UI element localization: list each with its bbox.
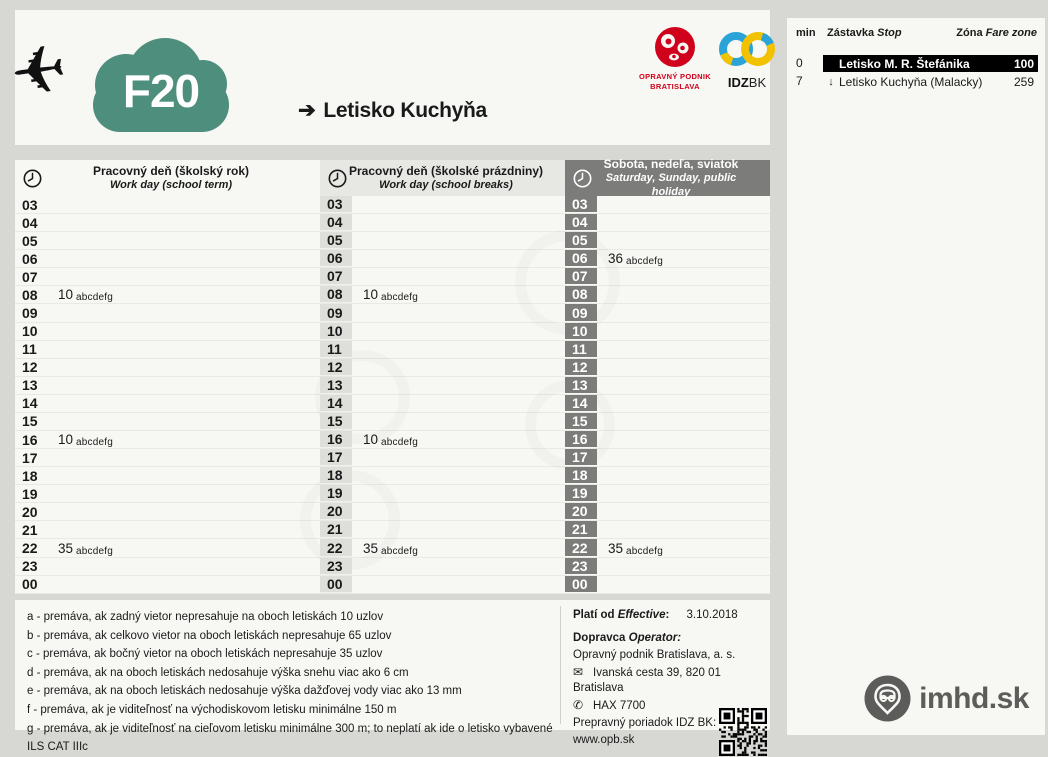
timetable-row: [320, 250, 565, 268]
stop-minute: 0: [796, 56, 803, 70]
timetable-row: [565, 503, 770, 521]
departure-notes: abcdefg: [76, 292, 114, 304]
departure-minute: 36: [608, 251, 624, 267]
hour-cell: 20: [565, 503, 597, 520]
minutes-cell: [47, 541, 320, 556]
timetable-column-school-term: [15, 160, 320, 594]
timetable-row: [565, 576, 770, 594]
hour-cell: 17: [320, 449, 352, 466]
footnote-line: b - premáva, ak celkovo vietor na oboch letiskách nepresahuje 65 uzlov: [27, 629, 392, 642]
timetable-row: [565, 323, 770, 341]
hour-cell: 23: [320, 558, 352, 575]
column-title-en: Saturday, Sunday, public holiday: [605, 171, 737, 198]
timetable-row: [15, 449, 320, 467]
colon: :: [677, 632, 682, 644]
operator-line: [573, 631, 765, 646]
page-title: [15, 98, 770, 123]
departure-notes: abcdefg: [381, 437, 419, 449]
timetable-row: [320, 395, 565, 413]
operator-logo-line2: BRATISLAVA: [650, 82, 700, 92]
envelope-icon: ✉: [573, 665, 584, 679]
hour-cell: 00: [320, 576, 352, 593]
idzbk-logo-text: [715, 75, 779, 90]
timetable-column-header: [565, 156, 770, 198]
timetable-row: [320, 539, 565, 557]
timetable-row: [15, 431, 320, 449]
hour-cell: 13: [565, 377, 597, 394]
min-header: min: [796, 27, 816, 39]
departure-minute: 10: [58, 432, 74, 448]
timetable-row: [565, 377, 770, 395]
hour-cell: 14: [22, 395, 38, 412]
timetable-row: [565, 341, 770, 359]
footnote-line: c - premáva, ak bočný vietor na oboch letiskách nepresahuje 35 uzlov: [27, 648, 383, 661]
hour-cell: 21: [22, 521, 38, 538]
stop-name: Letisko M. R. Štefánika: [839, 56, 970, 71]
idzbk-logo: [715, 30, 779, 90]
hour-cell: 16: [22, 431, 38, 448]
timetable-row: [15, 395, 320, 413]
hour-cell: 15: [22, 413, 38, 430]
company-name: Opravný podnik Bratislava, a. s.: [573, 649, 736, 661]
hour-cell: 17: [565, 449, 597, 466]
timetable-row: [320, 449, 565, 467]
hour-cell: 03: [320, 196, 352, 213]
stop-header: [827, 27, 902, 39]
column-title-en: Work day (school term): [109, 178, 233, 191]
timetable-row: [320, 485, 565, 503]
column-title: [42, 164, 314, 193]
fare-zone: 100: [1013, 56, 1034, 71]
timetable-row: [565, 413, 770, 431]
hour-cell: 05: [22, 232, 38, 249]
timetable-body: [320, 196, 565, 594]
hour-cell: 08: [320, 286, 352, 303]
timetable-row: [565, 268, 770, 286]
stop-header-en: Stop: [877, 27, 902, 39]
qr-code: [719, 708, 767, 756]
phone-icon: ✆: [573, 698, 584, 712]
timetable-column-header: [15, 160, 320, 196]
timetable-row: [320, 359, 565, 377]
minutes-cell: [47, 287, 320, 302]
schedule-line: Prepravný poriadok IDZ BK:: [573, 717, 717, 729]
operator-logo: [635, 26, 715, 92]
departure-notes: abcdefg: [626, 545, 664, 557]
timetable-row: [320, 232, 565, 250]
timetable: [15, 156, 770, 594]
hour-cell: 10: [22, 323, 38, 340]
imhd-logo-icon: [864, 675, 911, 722]
timetable-row: [565, 359, 770, 377]
timetable-row: [15, 341, 320, 359]
hour-cell: 03: [22, 196, 38, 213]
hour-cell: 20: [22, 503, 38, 520]
airplane-icon: ✈: [6, 30, 72, 112]
minutes-cell: [597, 251, 770, 266]
hour-cell: 14: [320, 395, 352, 412]
hour-cell: 19: [565, 485, 597, 502]
hour-cell: 23: [565, 558, 597, 575]
timetable-row: [15, 196, 320, 214]
hour-cell: 17: [22, 449, 38, 466]
departure-minute: 35: [363, 540, 379, 556]
column-title-en: Work day (school breaks): [379, 178, 513, 191]
hour-cell: 09: [22, 305, 38, 321]
header-panel: [6, 10, 770, 145]
hour-cell: 03: [565, 196, 597, 213]
hour-cell: 23: [22, 558, 38, 575]
timetable-row: [565, 431, 770, 449]
minutes-cell: [47, 432, 320, 447]
column-title-sk: Pracovný deň (školské prázdniny): [348, 163, 544, 178]
address-text: Ivanská cesta 39, 820 01 Bratislava: [573, 667, 721, 694]
hour-cell: 08: [22, 286, 38, 303]
direction-arrow-icon: ➔: [298, 99, 316, 122]
clock-icon: [328, 169, 347, 188]
stop-bar-highlighted: [823, 55, 1038, 72]
timetable-row: [15, 521, 320, 539]
hour-cell: 06: [565, 250, 597, 267]
timetable-row: [320, 323, 565, 341]
hour-cell: 18: [320, 467, 352, 484]
operator-label-en: Operator: [628, 632, 678, 644]
hour-cell: 16: [320, 431, 352, 448]
effective-date: 3.10.2018: [686, 609, 738, 621]
footnote-line: g - premáva, ak je viditeľnosť na cieľovom letisku minimálne 300 m; to neplatí ak ide o letisko vybavené ILS CAT IIIc: [27, 722, 553, 754]
hour-cell: 16: [565, 431, 597, 448]
timetable-row: [320, 467, 565, 485]
timetable-row: [15, 214, 320, 232]
hour-cell: 00: [22, 576, 38, 593]
operator-logo-line1: OPRAVNÝ PODNIK: [639, 72, 711, 81]
fare-zone: 259: [1013, 74, 1034, 89]
hour-cell: 05: [320, 232, 352, 249]
timetable-row: [565, 395, 770, 413]
hour-cell: 18: [22, 467, 38, 484]
hour-cell: 06: [320, 250, 352, 267]
zone-header: [956, 27, 1037, 39]
hour-cell: 12: [320, 359, 352, 376]
departure-minute: 10: [363, 287, 379, 303]
timetable-row: [15, 377, 320, 395]
footer-divider: [560, 606, 561, 724]
zone-header-en: Fare zone: [985, 27, 1037, 39]
footnote-line: d - premáva, ak na oboch letiskách nedosahuje výška snehu viac ako 6 cm: [27, 666, 409, 679]
timetable-row: [565, 467, 770, 485]
hour-cell: 09: [565, 304, 597, 321]
hour-cell: 20: [320, 503, 352, 520]
hour-cell: 07: [22, 268, 38, 285]
timetable-row: [15, 323, 320, 341]
timetable-row: [565, 521, 770, 539]
timetable-row: [565, 250, 770, 268]
valid-from-label-en: Effective: [617, 609, 666, 621]
hour-cell: 00: [565, 576, 597, 593]
departure-minute: 35: [58, 540, 74, 556]
hour-cell: 15: [565, 413, 597, 430]
stops-list: [787, 55, 1045, 90]
footer-panel: [15, 600, 770, 754]
imhd-logo-text: imhd.sk: [919, 681, 1029, 715]
departure-notes: abcdefg: [626, 256, 664, 268]
hour-cell: 10: [320, 323, 352, 340]
clock-icon: [23, 169, 42, 188]
hour-cell: 15: [320, 413, 352, 430]
stop-row: [787, 55, 1045, 72]
route-number: F20: [122, 65, 200, 117]
timetable-row: [15, 286, 320, 304]
timetable-row: [320, 286, 565, 304]
timetable-row: [565, 196, 770, 214]
idz-text: IDZ: [727, 75, 749, 90]
hour-cell: 12: [565, 359, 597, 376]
timetable-row: [320, 558, 565, 576]
stop-bar: [823, 73, 1038, 90]
operator-logo-icon: [654, 26, 696, 68]
departure-minute: 35: [608, 540, 624, 556]
stop-name: Letisko Kuchyňa (Malacky): [839, 74, 983, 89]
timetable-row: [565, 485, 770, 503]
timetable-row: [15, 467, 320, 485]
departure-notes: abcdefg: [381, 292, 419, 304]
column-title: [347, 164, 559, 193]
bk-text: BK: [748, 75, 767, 90]
timetable-row: [320, 214, 565, 232]
valid-from-label-sk: Platí od: [573, 609, 615, 621]
timetable-body: [565, 196, 770, 594]
timetable-row: [15, 232, 320, 250]
footnote-line: e - premáva, ak na oboch letiskách nedosahuje výška dažďovej vody viac ako 13 mm: [27, 685, 462, 698]
timetable-row: [15, 304, 320, 322]
route-continues-arrow-icon: ↓: [828, 75, 834, 88]
timetable-row: [15, 558, 320, 576]
hour-cell: 21: [565, 521, 597, 538]
hour-cell: 06: [22, 250, 38, 267]
stop-header-sk: Zástavka: [827, 27, 875, 39]
stop-row: [787, 73, 1045, 90]
timetable-row: [320, 377, 565, 395]
hour-cell: 04: [320, 214, 352, 231]
hour-cell: 09: [320, 304, 352, 321]
website-text: www.opb.sk: [573, 734, 635, 746]
departure-minute: 10: [363, 432, 379, 448]
departure-notes: abcdefg: [381, 545, 419, 557]
departure-minute: 10: [58, 287, 74, 303]
timetable-row: [565, 214, 770, 232]
stops-header: [787, 18, 1045, 48]
timetable-row: [565, 232, 770, 250]
hour-cell: 12: [22, 359, 38, 376]
destination-name: Letisko Kuchyňa: [323, 99, 487, 122]
timetable-row: [15, 576, 320, 594]
hour-cell: 05: [565, 232, 597, 249]
timetable-row: [320, 304, 565, 322]
effective-line: [573, 608, 765, 623]
timetable-row: [565, 449, 770, 467]
stop-minute: 7: [796, 74, 803, 88]
timetable-row: [320, 503, 565, 521]
operator-label-sk: Dopravca: [573, 632, 626, 644]
column-title: [592, 157, 764, 200]
timetable-row: [15, 413, 320, 431]
hour-cell: 22: [565, 539, 597, 556]
timetable-row: [565, 539, 770, 557]
hour-cell: 21: [320, 521, 352, 538]
timetable-row: [320, 576, 565, 594]
hour-cell: 11: [565, 341, 597, 358]
hour-cell: 22: [22, 540, 38, 557]
timetable-row: [320, 268, 565, 286]
timetable-row: [565, 304, 770, 322]
hour-cell: 07: [565, 268, 597, 285]
departure-notes: abcdefg: [76, 545, 114, 557]
hour-cell: 13: [22, 377, 38, 394]
column-title-sk: Sobota, nedeľa, sviatok: [603, 156, 739, 171]
minutes-cell: [352, 287, 565, 302]
timetable-row: [15, 268, 320, 286]
colon: :: [665, 609, 670, 621]
info-block: [573, 608, 765, 750]
clock-icon: [573, 169, 592, 188]
timetable-row: [320, 431, 565, 449]
timetable-row: [320, 341, 565, 359]
hour-cell: 11: [22, 341, 37, 358]
footnotes-list: [27, 608, 555, 757]
timetable-row: [15, 485, 320, 503]
timetable-row: [15, 359, 320, 377]
hour-cell: 19: [320, 485, 352, 502]
hour-cell: 22: [320, 539, 352, 556]
minutes-cell: [352, 432, 565, 447]
timetable-row: [15, 250, 320, 268]
column-title-sk: Pracovný deň (školský rok): [92, 163, 250, 178]
timetable-column-weekend: [565, 156, 770, 594]
timetable-column-header: [320, 160, 565, 196]
timetable-row: [15, 503, 320, 521]
address-line: [573, 665, 765, 696]
hour-cell: 04: [565, 214, 597, 231]
timetable-row: [320, 521, 565, 539]
timetable-row: [565, 558, 770, 576]
timetable-row: [320, 196, 565, 214]
timetable-body: [15, 196, 320, 594]
timetable-row: [565, 286, 770, 304]
hour-cell: 08: [565, 286, 597, 303]
hour-cell: 14: [565, 395, 597, 412]
footnote-line: a - premáva, ak zadný vietor nepresahuje na oboch letiskách 10 uzlov: [27, 611, 384, 623]
timetable-row: [15, 539, 320, 557]
stops-panel: [787, 18, 1045, 735]
hour-cell: 19: [22, 485, 38, 502]
hour-cell: 18: [565, 467, 597, 484]
hour-cell: 11: [320, 341, 352, 358]
hour-cell: 10: [565, 323, 597, 340]
idzbk-logo-icon: [716, 30, 778, 68]
hour-cell: 13: [320, 377, 352, 394]
minutes-cell: [352, 541, 565, 556]
hour-cell: 04: [22, 214, 38, 231]
departure-notes: abcdefg: [76, 437, 114, 449]
timetable-row: [320, 413, 565, 431]
minutes-cell: [597, 541, 770, 556]
operator-logo-text: [635, 72, 715, 92]
timetable-column-school-breaks: [320, 160, 565, 594]
footnote-line: f - premáva, ak je viditeľnosť na východiskovom letisku minimálne 150 m: [27, 703, 397, 716]
hour-cell: 07: [320, 268, 352, 285]
zone-header-sk: Zóna: [956, 27, 983, 39]
phone-text: HAX 7700: [593, 700, 646, 712]
imhd-logo: [864, 675, 1029, 722]
